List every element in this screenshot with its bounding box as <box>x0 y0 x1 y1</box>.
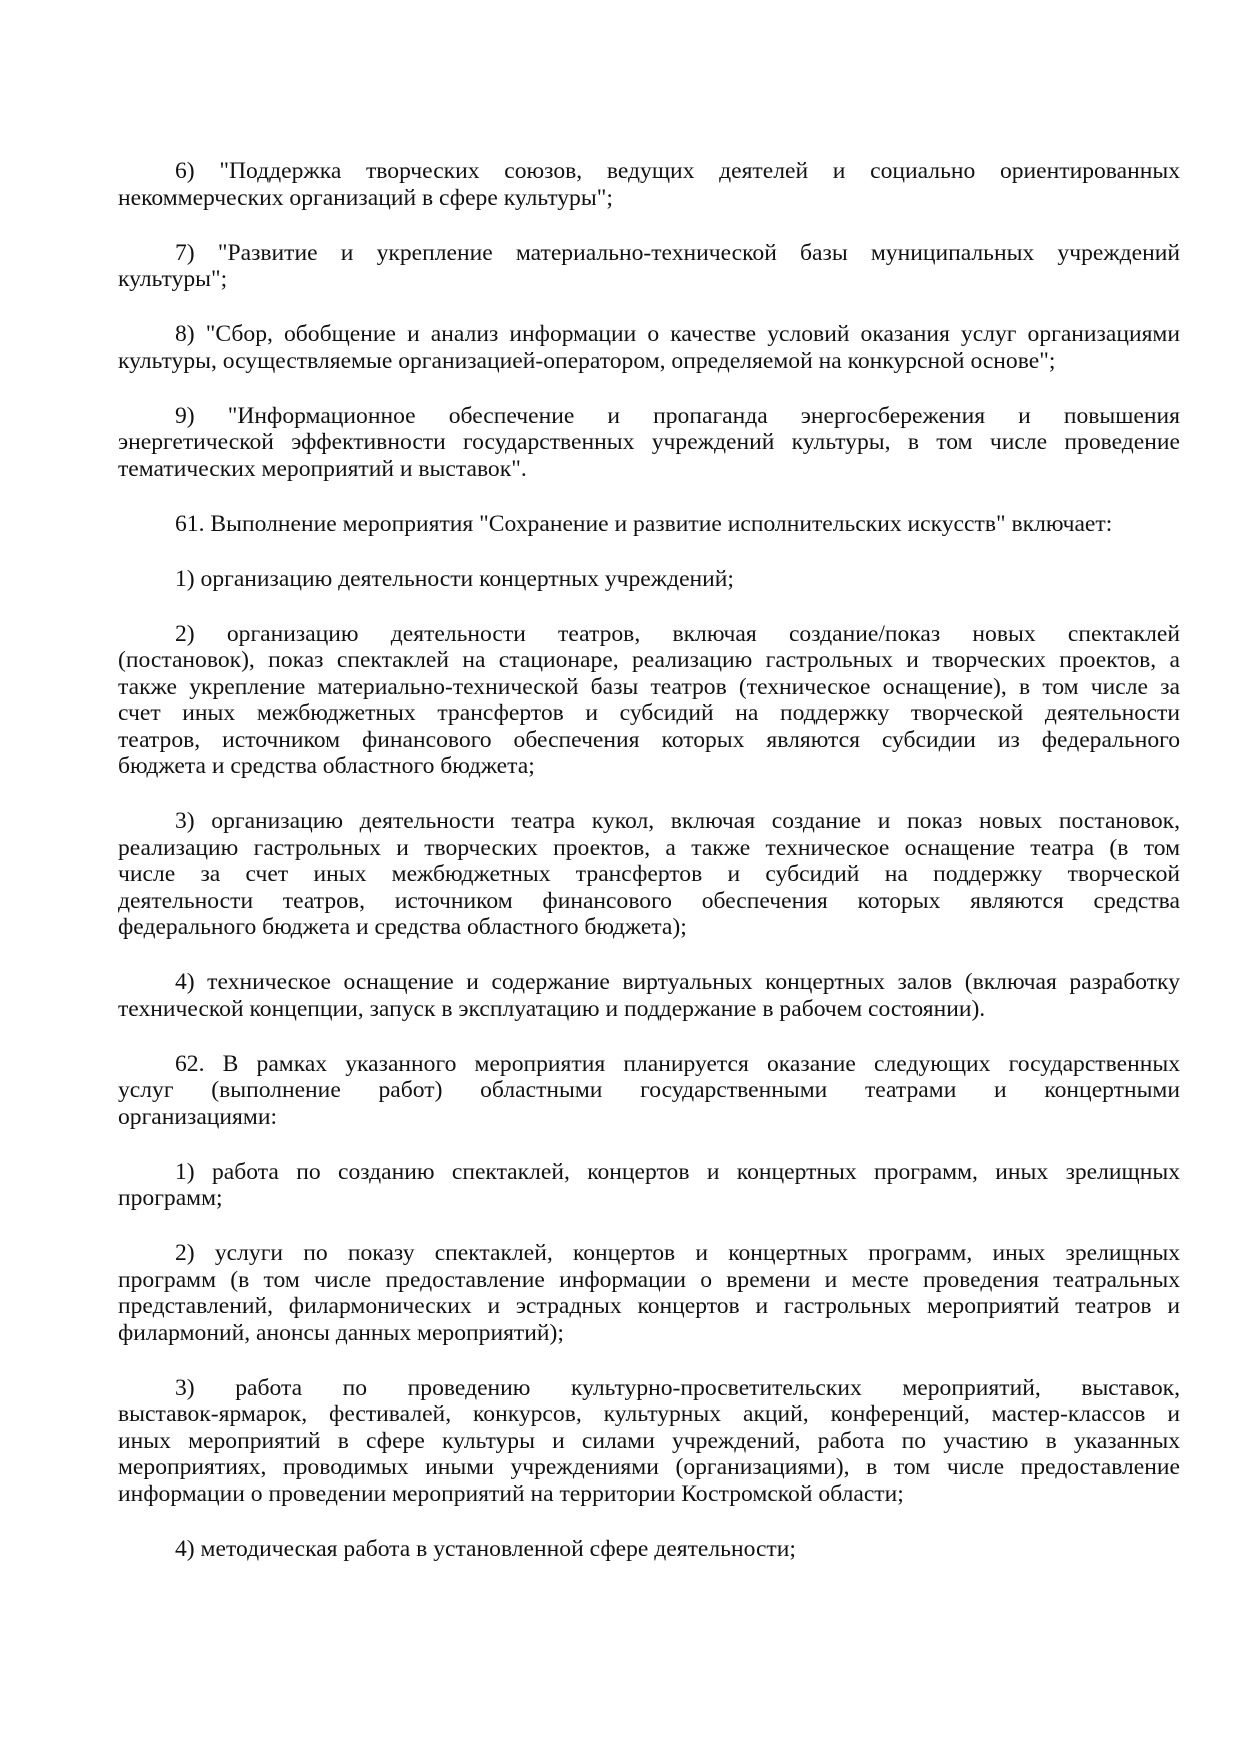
paragraph-clause-61-item-2 <box>118 621 1180 780</box>
text-line: культуры"; <box>118 266 228 292</box>
text-line: 2) организацию деятельности театров, включая создание/показ новых спектаклей <box>175 620 1180 647</box>
text-line: числе за счет иных межбюджетных трансфертов и субсидий на поддержку творческой <box>118 861 1180 887</box>
text-line: филармоний, анонсы данных мероприятий); <box>118 1319 564 1346</box>
text-line: деятельности театров, источником финансового обеспечения которых являются средства <box>118 887 1180 914</box>
text-line: 4) техническое оснащение и содержание виртуальных концертных залов (включая разработку <box>175 969 1180 995</box>
text-line: услуг (выполнение работ) областными государственными театрами и концертными <box>118 1077 1180 1103</box>
text-line: федерального бюджета и средства областного бюджета); <box>118 914 687 940</box>
paragraph-clause-61-item-4 <box>118 969 1180 1022</box>
text-line: 6) "Поддержка творческих союзов, ведущих деятелей и социально ориентированных <box>175 158 1180 184</box>
text-line: 3) организацию деятельности театра кукол, включая создание и показ новых постановок, <box>175 808 1180 834</box>
clause-heading-61: 61. Выполнение мероприятия "Сохранение и развитие исполнительских искусств" включает: <box>175 510 1113 537</box>
text-line: представлений, филармонических и эстрадных концертов и гастрольных мероприятий театров и <box>118 1293 1180 1319</box>
text-line: 1) работа по созданию спектаклей, концертов и концертных программ, иных зрелищных <box>175 1158 1180 1185</box>
text-line: 8) "Сбор, обобщение и анализ информации о качестве условий оказания услуг организациями <box>175 321 1180 347</box>
text-line: (постановок), показ спектаклей на стационаре, реализацию гастрольных и творческих проектов, а <box>118 647 1180 673</box>
text-line: энергетической эффективности государственных учреждений культуры, в том числе проведение <box>118 429 1180 455</box>
paragraph-item-7 <box>118 240 1180 293</box>
text-line: информации о проведении мероприятий на территории Костромской области; <box>118 1480 904 1507</box>
text-line: счет иных межбюджетных трансфертов и субсидий на поддержку творческой деятельности <box>118 700 1180 726</box>
paragraph-clause-62-item-4 <box>118 1536 1180 1563</box>
text-line: реализацию гастрольных и творческих проектов, а также техническое оснащение театра (в том <box>118 834 1180 861</box>
text-line: технической концепции, запуск в эксплуатацию и поддержание в рабочем состоянии). <box>118 995 986 1022</box>
paragraph-item-9 <box>118 403 1180 483</box>
text-line: 4) методическая работа в установленной сфере деятельности; <box>175 1535 796 1562</box>
paragraph-clause-61-item-1 <box>118 566 1180 593</box>
document-page <box>118 158 1180 1591</box>
text-line: 9) "Информационное обеспечение и пропаганда энергосбережения и повышения <box>175 402 1180 429</box>
paragraph-clause-61 <box>118 511 1180 538</box>
text-line: программ (в том числе предоставление информации о времени и месте проведения театральных <box>118 1266 1180 1293</box>
text-line: бюджета и средства областного бюджета; <box>118 753 535 779</box>
text-line: 7) "Развитие и укрепление материально-технической базы муниципальных учреждений <box>175 239 1180 266</box>
text-line: 2) услуги по показу спектаклей, концертов и концертных программ, иных зрелищных <box>175 1240 1180 1266</box>
paragraph-clause-62 <box>118 1051 1180 1131</box>
text-line: также укрепление материально-технической базы театров (техническое оснащение), в том числе за <box>118 673 1180 700</box>
paragraph-clause-62-item-3 <box>118 1375 1180 1508</box>
text-line: мероприятиях, проводимых иными учреждениями (организациями), в том числе предоставление <box>118 1454 1180 1480</box>
text-line: организациями: <box>118 1103 278 1130</box>
paragraph-item-8 <box>118 321 1180 374</box>
text-line: программ; <box>118 1185 223 1211</box>
paragraph-item-6 <box>118 158 1180 211</box>
text-line: тематических мероприятий и выставок". <box>118 455 527 482</box>
text-line: некоммерческих организаций в сфере культуры"; <box>118 184 613 211</box>
text-line: выставок-ярмарок, фестивалей, конкурсов, культурных акций, конференций, мастер-классов и <box>118 1401 1180 1427</box>
text-line: 1) организацию деятельности концертных учреждений; <box>175 565 734 592</box>
text-line: 3) работа по проведению культурно-просветительских мероприятий, выставок, <box>175 1374 1180 1401</box>
text-line: иных мероприятий в сфере культуры и силами учреждений, работа по участию в указанных <box>118 1427 1180 1454</box>
text-line: культуры, осуществляемые организацией-оператором, определяемой на конкурсной основе"; <box>118 347 1056 374</box>
paragraph-clause-62-item-1 <box>118 1159 1180 1212</box>
paragraph-clause-62-item-2 <box>118 1240 1180 1346</box>
clause-heading-62: 62. В рамках указанного мероприятия планируется оказание следующих государственных <box>175 1050 1180 1077</box>
text-line: театров, источником финансового обеспечения которых являются субсидии из федерального <box>118 726 1180 753</box>
paragraph-clause-61-item-3 <box>118 808 1180 941</box>
